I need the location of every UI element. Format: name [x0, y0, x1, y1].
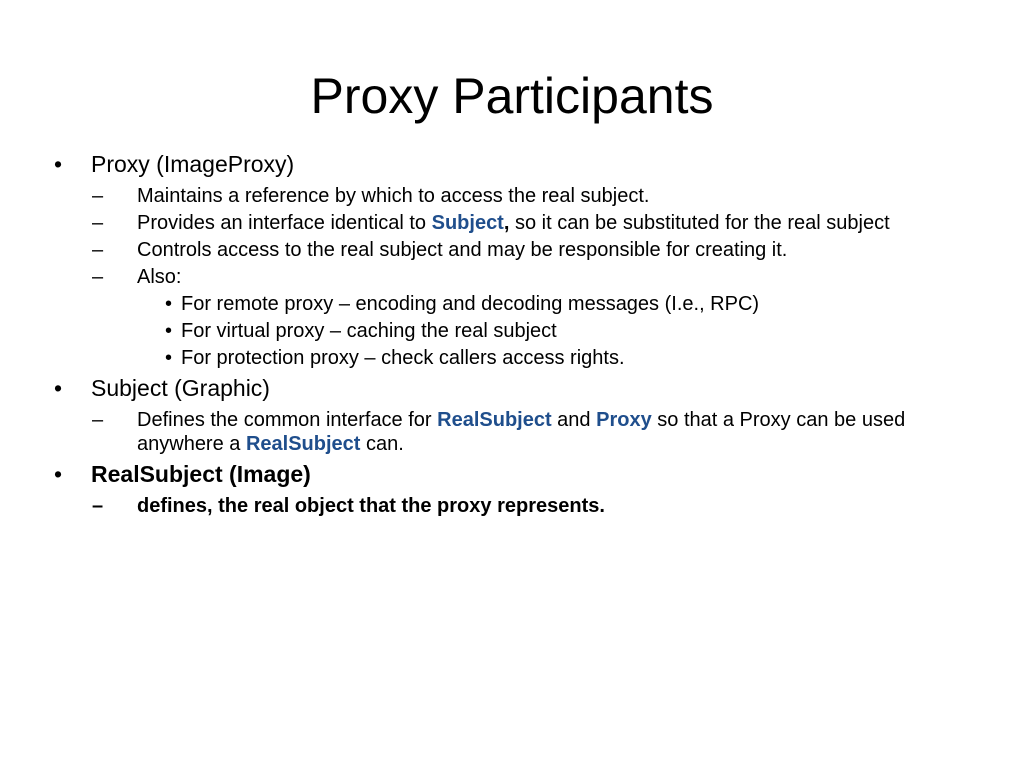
dash-marker: – [92, 409, 104, 431]
proxy-item-controls [91, 238, 954, 262]
bullet-marker: • [165, 293, 173, 315]
subject-sublist [91, 408, 954, 456]
bullet-proxy-heading: Proxy (ImageProxy) [91, 151, 295, 177]
dash-marker: – [92, 266, 104, 288]
bullet-marker: • [54, 461, 63, 487]
proxy-sublist [91, 184, 954, 370]
bullet-marker: • [54, 375, 63, 401]
realsubject-item-text: defines, the real object that the proxy represents. [137, 495, 605, 517]
realsubject-term-2: RealSubject [245, 433, 361, 455]
subject-item-end: can. [360, 433, 404, 455]
also-sublist [137, 292, 954, 370]
bullet-subject-heading: Subject (Graphic) [91, 375, 270, 401]
subject-item-defines [91, 408, 954, 456]
dash-marker: – [92, 239, 104, 261]
proxy-item-also [91, 265, 954, 370]
slide-title: Proxy Participants [310, 68, 714, 124]
proxy-item-reference [91, 184, 954, 208]
bullet-marker: • [165, 347, 173, 369]
dash-marker: – [92, 185, 104, 207]
also-item-remote-text: For remote proxy – encoding and decoding messages (I.e., RPC) [181, 293, 760, 315]
realsubject-term: RealSubject [437, 409, 552, 431]
subject-item-and: and [551, 409, 597, 431]
proxy-item-also-text: Also: [137, 266, 182, 288]
bullet-realsubject-heading: RealSubject (Image) [91, 461, 311, 487]
bullet-subject [54, 374, 954, 456]
bullet-list [54, 150, 954, 518]
also-item-virtual-text: For virtual proxy – caching the real subject [181, 320, 557, 342]
subject-item-mid: so that a Proxy can be used anywhere a [137, 409, 906, 455]
dash-marker: – [92, 495, 104, 517]
proxy-item-interface-pre: Provides an interface identical to [137, 212, 432, 234]
subject-item-pre: Defines the common interface for [137, 409, 438, 431]
also-item-virtual [137, 319, 954, 343]
bullet-realsubject [54, 460, 954, 518]
bullet-marker: • [165, 320, 173, 342]
comma: , [503, 212, 510, 234]
slide-content [54, 146, 954, 518]
proxy-term: Proxy [596, 409, 652, 431]
proxy-item-interface-post: so it can be substituted for the real subject [509, 212, 890, 234]
realsubject-sublist [91, 494, 954, 518]
also-item-remote [137, 292, 954, 316]
also-item-protection-text: For protection proxy – check callers access rights. [181, 347, 625, 369]
subject-term: Subject [431, 212, 504, 234]
proxy-item-interface [91, 211, 954, 235]
dash-marker: – [92, 212, 104, 234]
proxy-item-controls-text: Controls access to the real subject and may be responsible for creating it. [137, 239, 788, 261]
realsubject-item-defines [91, 494, 954, 518]
bullet-proxy [54, 150, 954, 370]
proxy-item-reference-text: Maintains a reference by which to access the real subject. [137, 185, 650, 207]
bullet-marker: • [54, 151, 63, 177]
also-item-protection [137, 346, 954, 370]
